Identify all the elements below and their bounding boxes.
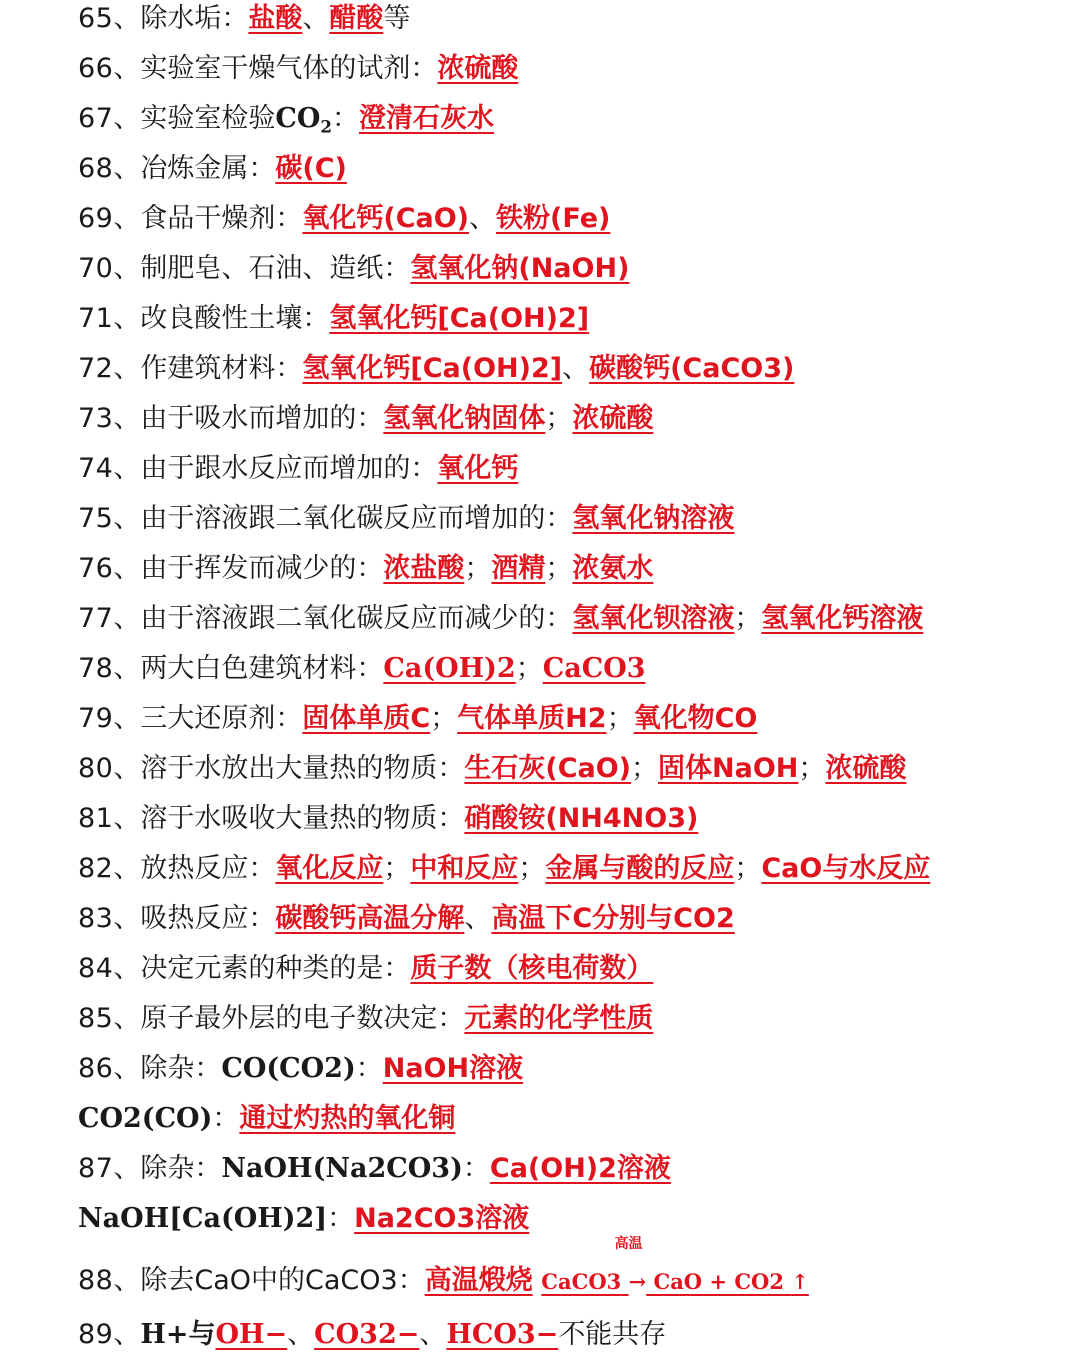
item-86-sub: CO2(CO)：通过灼热的氧化铜 xyxy=(78,1103,456,1134)
answer: 浓氨水 xyxy=(572,553,654,584)
question: 由于溶液跟二氧化碳反应而增加的 xyxy=(140,503,546,534)
formula: NaOH[Ca(OH)2] xyxy=(78,1203,328,1234)
item-86: 86、除杂：CO(CO2)：NaOH溶液 xyxy=(78,1053,524,1084)
question: 溶于水放出大量热的物质 xyxy=(140,753,438,784)
formula: CO(CO2) xyxy=(221,1053,356,1084)
item-88: 88、除去CaO中的CaCO3：高温煅烧 CaCO3 高温 → CaO + CO2 ↑ xyxy=(78,1256,1080,1306)
answer: 氢氧化钙[Ca(OH)2] xyxy=(329,303,590,334)
item-66: 66、实验室干燥气体的试剂：浓硫酸 xyxy=(78,53,519,84)
question: 原子最外层的电子数决定 xyxy=(140,1003,438,1034)
formula: NaOH(Na2CO3) xyxy=(221,1153,463,1184)
answer: 盐酸 xyxy=(248,3,303,34)
answer: 氢氧化钙溶液 xyxy=(761,603,924,634)
question: 三大还原剂 xyxy=(140,703,276,734)
item-67: 67、实验室检验$CO_2$：澄清石灰水 xyxy=(78,103,495,137)
question: 改良酸性土壤 xyxy=(140,303,303,334)
answer: CaO与水反应 xyxy=(761,853,931,884)
item-87-sub: NaOH[Ca(OH)2]：Na2CO3溶液 xyxy=(78,1203,530,1234)
answer: NaOH溶液 xyxy=(382,1053,524,1084)
answer: 氢氧化钡溶液 xyxy=(572,603,735,634)
item-73: 73、由于吸水而增加的：氢氧化钠固体；浓硫酸 xyxy=(78,403,654,434)
answer: 固体NaOH xyxy=(658,753,799,784)
item-number: 65 xyxy=(78,3,114,34)
question: 制肥皂、石油、造纸 xyxy=(140,253,384,284)
answer: 氧化物CO xyxy=(633,703,758,734)
question: 食品干燥剂 xyxy=(140,203,276,234)
answer: 高温煅烧 xyxy=(424,1265,533,1296)
question: 实验室干燥气体的试剂 xyxy=(140,53,411,84)
answer: 酒精 xyxy=(491,553,546,584)
item-69: 69、食品干燥剂：氧化钙(CaO)、铁粉(Fe) xyxy=(78,203,611,234)
answer: 浓硫酸 xyxy=(437,53,519,84)
reaction-arrow: 高温 → xyxy=(614,1236,647,1294)
answer: 氢氧化钠溶液 xyxy=(572,503,735,534)
item-81: 81、溶于水吸收大量热的物质：硝酸铵(NH4NO3) xyxy=(78,803,699,834)
answer: 高温下C分别与CO2 xyxy=(491,903,735,934)
item-75: 75、由于溶液跟二氧化碳反应而增加的：氢氧化钠溶液 xyxy=(78,503,735,534)
answer: 氧化钙(CaO) xyxy=(302,203,470,234)
item-77: 77、由于溶液跟二氧化碳反应而减少的：氢氧化钡溶液；氢氧化钙溶液 xyxy=(78,603,924,634)
answer: 固体单质C xyxy=(302,703,431,734)
question: 作建筑材料 xyxy=(140,353,276,384)
answer: 澄清石灰水 xyxy=(359,103,495,134)
question: 除杂 xyxy=(140,1153,195,1184)
item-84: 84、决定元素的种类的是：质子数（核电荷数） xyxy=(78,953,654,984)
answer: 氢氧化钠固体 xyxy=(383,403,546,434)
item-78: 78、两大白色建筑材料：Ca(OH)2；CaCO3 xyxy=(78,653,646,684)
item-68: 68、冶炼金属：碳(C) xyxy=(78,153,347,184)
question: 溶于水吸收大量热的物质 xyxy=(140,803,438,834)
question: 冶炼金属 xyxy=(140,153,249,184)
answer: 金属与酸的反应 xyxy=(545,853,735,884)
item-89: 89、H+与OH−、CO32−、HCO3−不能共存 xyxy=(78,1319,667,1350)
answer: Ca(OH)2溶液 xyxy=(489,1153,671,1184)
answer: 通过灼热的氧化铜 xyxy=(239,1103,456,1134)
item-85: 85、原子最外层的电子数决定：元素的化学性质 xyxy=(78,1003,654,1034)
answer: 浓硫酸 xyxy=(825,753,907,784)
question: 除杂 xyxy=(140,1053,195,1084)
answer: 醋酸 xyxy=(329,3,384,34)
equation: CaCO3 高温 → CaO + CO2 ↑ xyxy=(541,1269,809,1294)
answer: 浓盐酸 xyxy=(383,553,465,584)
formula: CO2(CO) xyxy=(78,1103,213,1134)
answer: Ca(OH)2 xyxy=(383,653,516,684)
answer: OH− xyxy=(215,1319,288,1350)
question: 决定元素的种类的是 xyxy=(140,953,384,984)
item-72: 72、作建筑材料：氢氧化钙[Ca(OH)2]、碳酸钙(CaCO3) xyxy=(78,353,795,384)
item-65: 65、除水垢：盐酸、醋酸等 xyxy=(78,3,411,34)
question: 除去CaO中的CaCO3 xyxy=(140,1265,398,1296)
reaction-condition: 高温 xyxy=(614,1236,643,1252)
answer: 碳酸钙高温分解 xyxy=(275,903,465,934)
item-74: 74、由于跟水反应而增加的：氧化钙 xyxy=(78,453,519,484)
gas-arrow-icon: ↑ xyxy=(791,1269,809,1294)
question: H+与 xyxy=(140,1319,216,1350)
item-83: 83、吸热反应：碳酸钙高温分解、高温下C分别与CO2 xyxy=(78,903,735,934)
answer: 碳酸钙(CaCO3) xyxy=(589,353,795,384)
answer: 质子数（核电荷数） xyxy=(410,953,654,984)
question: 除水垢 xyxy=(140,3,222,34)
answer: 氧化钙 xyxy=(437,453,519,484)
answer: HCO3− xyxy=(446,1319,559,1350)
item-79: 79、三大还原剂：固体单质C；气体单质H2；氧化物CO xyxy=(78,703,758,734)
item-70: 70、制肥皂、石油、造纸：氢氧化钠(NaOH) xyxy=(78,253,630,284)
item-80: 80、溶于水放出大量热的物质：生石灰(CaO)；固体NaOH；浓硫酸 xyxy=(78,753,907,784)
question: 由于吸水而增加的 xyxy=(140,403,357,434)
question: 两大白色建筑材料 xyxy=(140,653,357,684)
question: 吸热反应 xyxy=(140,903,249,934)
answer: 氢氧化钙[Ca(OH)2] xyxy=(302,353,563,384)
formula: $CO_2$ xyxy=(275,103,333,137)
answer: 气体单质H2 xyxy=(457,703,607,734)
answer: 碳(C) xyxy=(275,153,347,184)
answer: 氢氧化钠(NaOH) xyxy=(410,253,630,284)
item-82: 82、放热反应：氧化反应；中和反应；金属与酸的反应；CaO与水反应 xyxy=(78,853,931,884)
answer: Na2CO3溶液 xyxy=(354,1203,530,1234)
answer: 元素的化学性质 xyxy=(464,1003,654,1034)
answer: 生石灰(CaO) xyxy=(464,753,632,784)
question: 实验室检验 xyxy=(140,103,276,134)
answer: 浓硫酸 xyxy=(572,403,654,434)
answer: CO32− xyxy=(314,1319,420,1350)
question: 放热反应 xyxy=(140,853,249,884)
answer: CaCO3 xyxy=(542,653,646,684)
item-71: 71、改良酸性土壤：氢氧化钙[Ca(OH)2] xyxy=(78,303,590,334)
answer: 硝酸铵(NH4NO3) xyxy=(464,803,699,834)
answer: 铁粉(Fe) xyxy=(496,203,611,234)
item-87: 87、除杂：NaOH(Na2CO3)：Ca(OH)2溶液 xyxy=(78,1153,671,1184)
answer: 中和反应 xyxy=(410,853,519,884)
question: 由于跟水反应而增加的 xyxy=(140,453,411,484)
question: 由于挥发而减少的 xyxy=(140,553,357,584)
item-76: 76、由于挥发而减少的：浓盐酸；酒精；浓氨水 xyxy=(78,553,654,584)
answer: 氧化反应 xyxy=(275,853,384,884)
question: 由于溶液跟二氧化碳反应而减少的 xyxy=(140,603,546,634)
